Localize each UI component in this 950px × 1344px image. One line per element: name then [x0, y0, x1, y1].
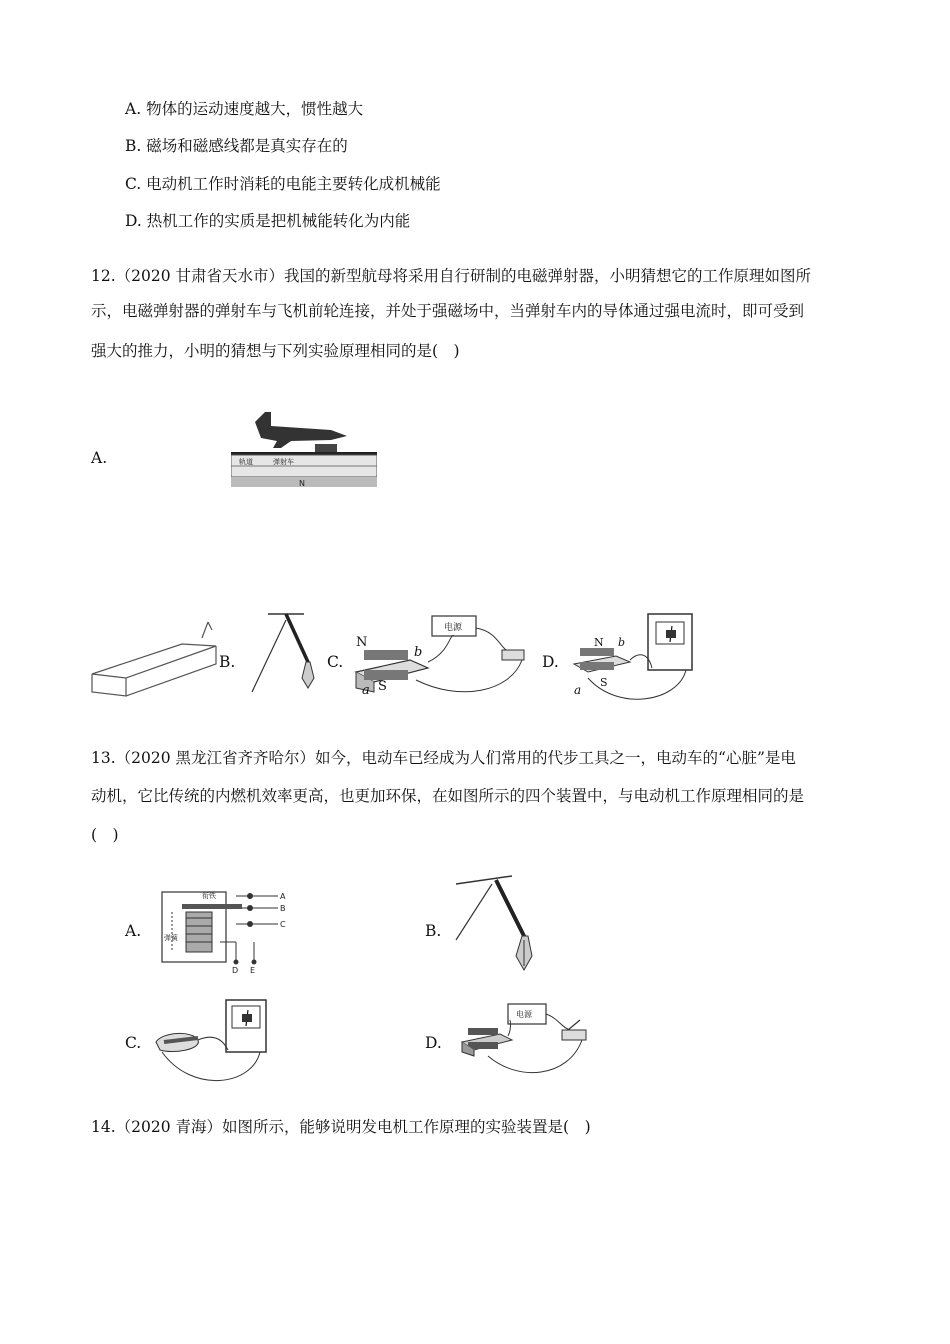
q11-option-b [125, 136, 348, 156]
terminal-d-label: D [232, 966, 239, 974]
q12-figure-b-hanging-conductor [248, 612, 324, 696]
q12-option-c-label: C. [327, 653, 344, 671]
q14-stem: 14.（2020 青海）如图所示，能够说明发电机工作原理的实验装置是( ) [91, 1118, 591, 1136]
option-letter: C. [125, 175, 142, 193]
q12-figure-a-aircraft-launcher [231, 408, 377, 490]
terminal-e-label: E [250, 966, 256, 974]
option-letter: D. [125, 212, 142, 230]
q13-stem-line-3: ( ) [91, 826, 119, 844]
q13-stem-line-1: 13.（2020 黑龙江省齐齐哈尔）如今，电动车已经成为人们常用的代步工具之一，电动车的“心脏”是电 [91, 749, 796, 767]
point-a-label: a [574, 683, 582, 697]
track-label: 轨道 [239, 458, 253, 466]
q12-figure-magnet-bar [88, 616, 220, 698]
pole-s-label: S [378, 679, 387, 694]
q12-option-a-label: A. [91, 449, 108, 467]
armature-label: 衔铁 [202, 892, 216, 900]
q12-option-d-label: D. [542, 653, 559, 671]
cart-label: 弹射车 [273, 458, 294, 466]
q13-figure-d-power-supply-circuit [458, 1000, 594, 1080]
option-letter: B. [125, 137, 142, 155]
q13-figure-a-electromagnetic-relay [160, 882, 300, 974]
q13-figure-b-hanging-conductor [452, 874, 548, 978]
pole-n-label: N [594, 636, 604, 649]
aircraft-icon [255, 412, 347, 448]
q13-option-c-label: C. [125, 1034, 142, 1052]
q12-option-b-label: B. [219, 653, 236, 671]
pole-n-label: N [356, 635, 368, 650]
q11-option-d [125, 211, 410, 231]
q12-stem-line-1: 12.（2020 甘肃省天水市）我国的新型航母将采用自行研制的电磁弹射器，小明猜想它的工作原理如图所 [91, 267, 812, 285]
point-b-label: b [618, 636, 626, 649]
q11-option-c [125, 174, 441, 194]
q13-option-b-label: B. [425, 922, 442, 940]
q13-option-d-label: D. [425, 1034, 442, 1052]
power-label: 电源 [444, 623, 463, 633]
pole-s-label: S [600, 676, 608, 689]
point-a-label: a [362, 683, 370, 696]
terminal-c-label: C [280, 920, 286, 929]
spring-label: 弹簧 [164, 934, 178, 942]
power-label: 电源 [516, 1010, 532, 1019]
option-text: 物体的运动速度越大，惯性越大 [146, 100, 364, 118]
q12-figure-d-circuit-with-meter [568, 612, 698, 704]
option-text: 电动机工作时消耗的电能主要转化成机械能 [146, 175, 441, 193]
q12-stem-line-3: 强大的推力，小明的猜想与下列实验原理相同的是( ) [91, 342, 460, 360]
q13-figure-c-galvanometer-circuit [152, 994, 272, 1086]
q11-option-a [125, 99, 363, 119]
q13-stem-line-2: 动机，它比传统的内燃机效率更高，也更加环保，在如图所示的四个装置中，与电动机工作原理相同的是 [91, 787, 805, 805]
point-b-label: b [414, 645, 423, 660]
q12-stem-line-2: 示，电磁弹射器的弹射车与飞机前轮连接，并处于强磁场中，当弹射车内的导体通过强电流时，即可受到 [91, 302, 805, 320]
q13-option-a-label: A. [125, 922, 142, 940]
option-text: 热机工作的实质是把机械能转化为内能 [146, 212, 411, 230]
terminal-b-label: B [280, 904, 286, 913]
option-letter: A. [125, 100, 142, 118]
option-text: 磁场和磁感线都是真实存在的 [146, 137, 348, 155]
q12-figure-c-circuit-with-power [350, 612, 534, 696]
terminal-a-label: A [280, 892, 286, 901]
pole-n-label: N [299, 479, 305, 488]
